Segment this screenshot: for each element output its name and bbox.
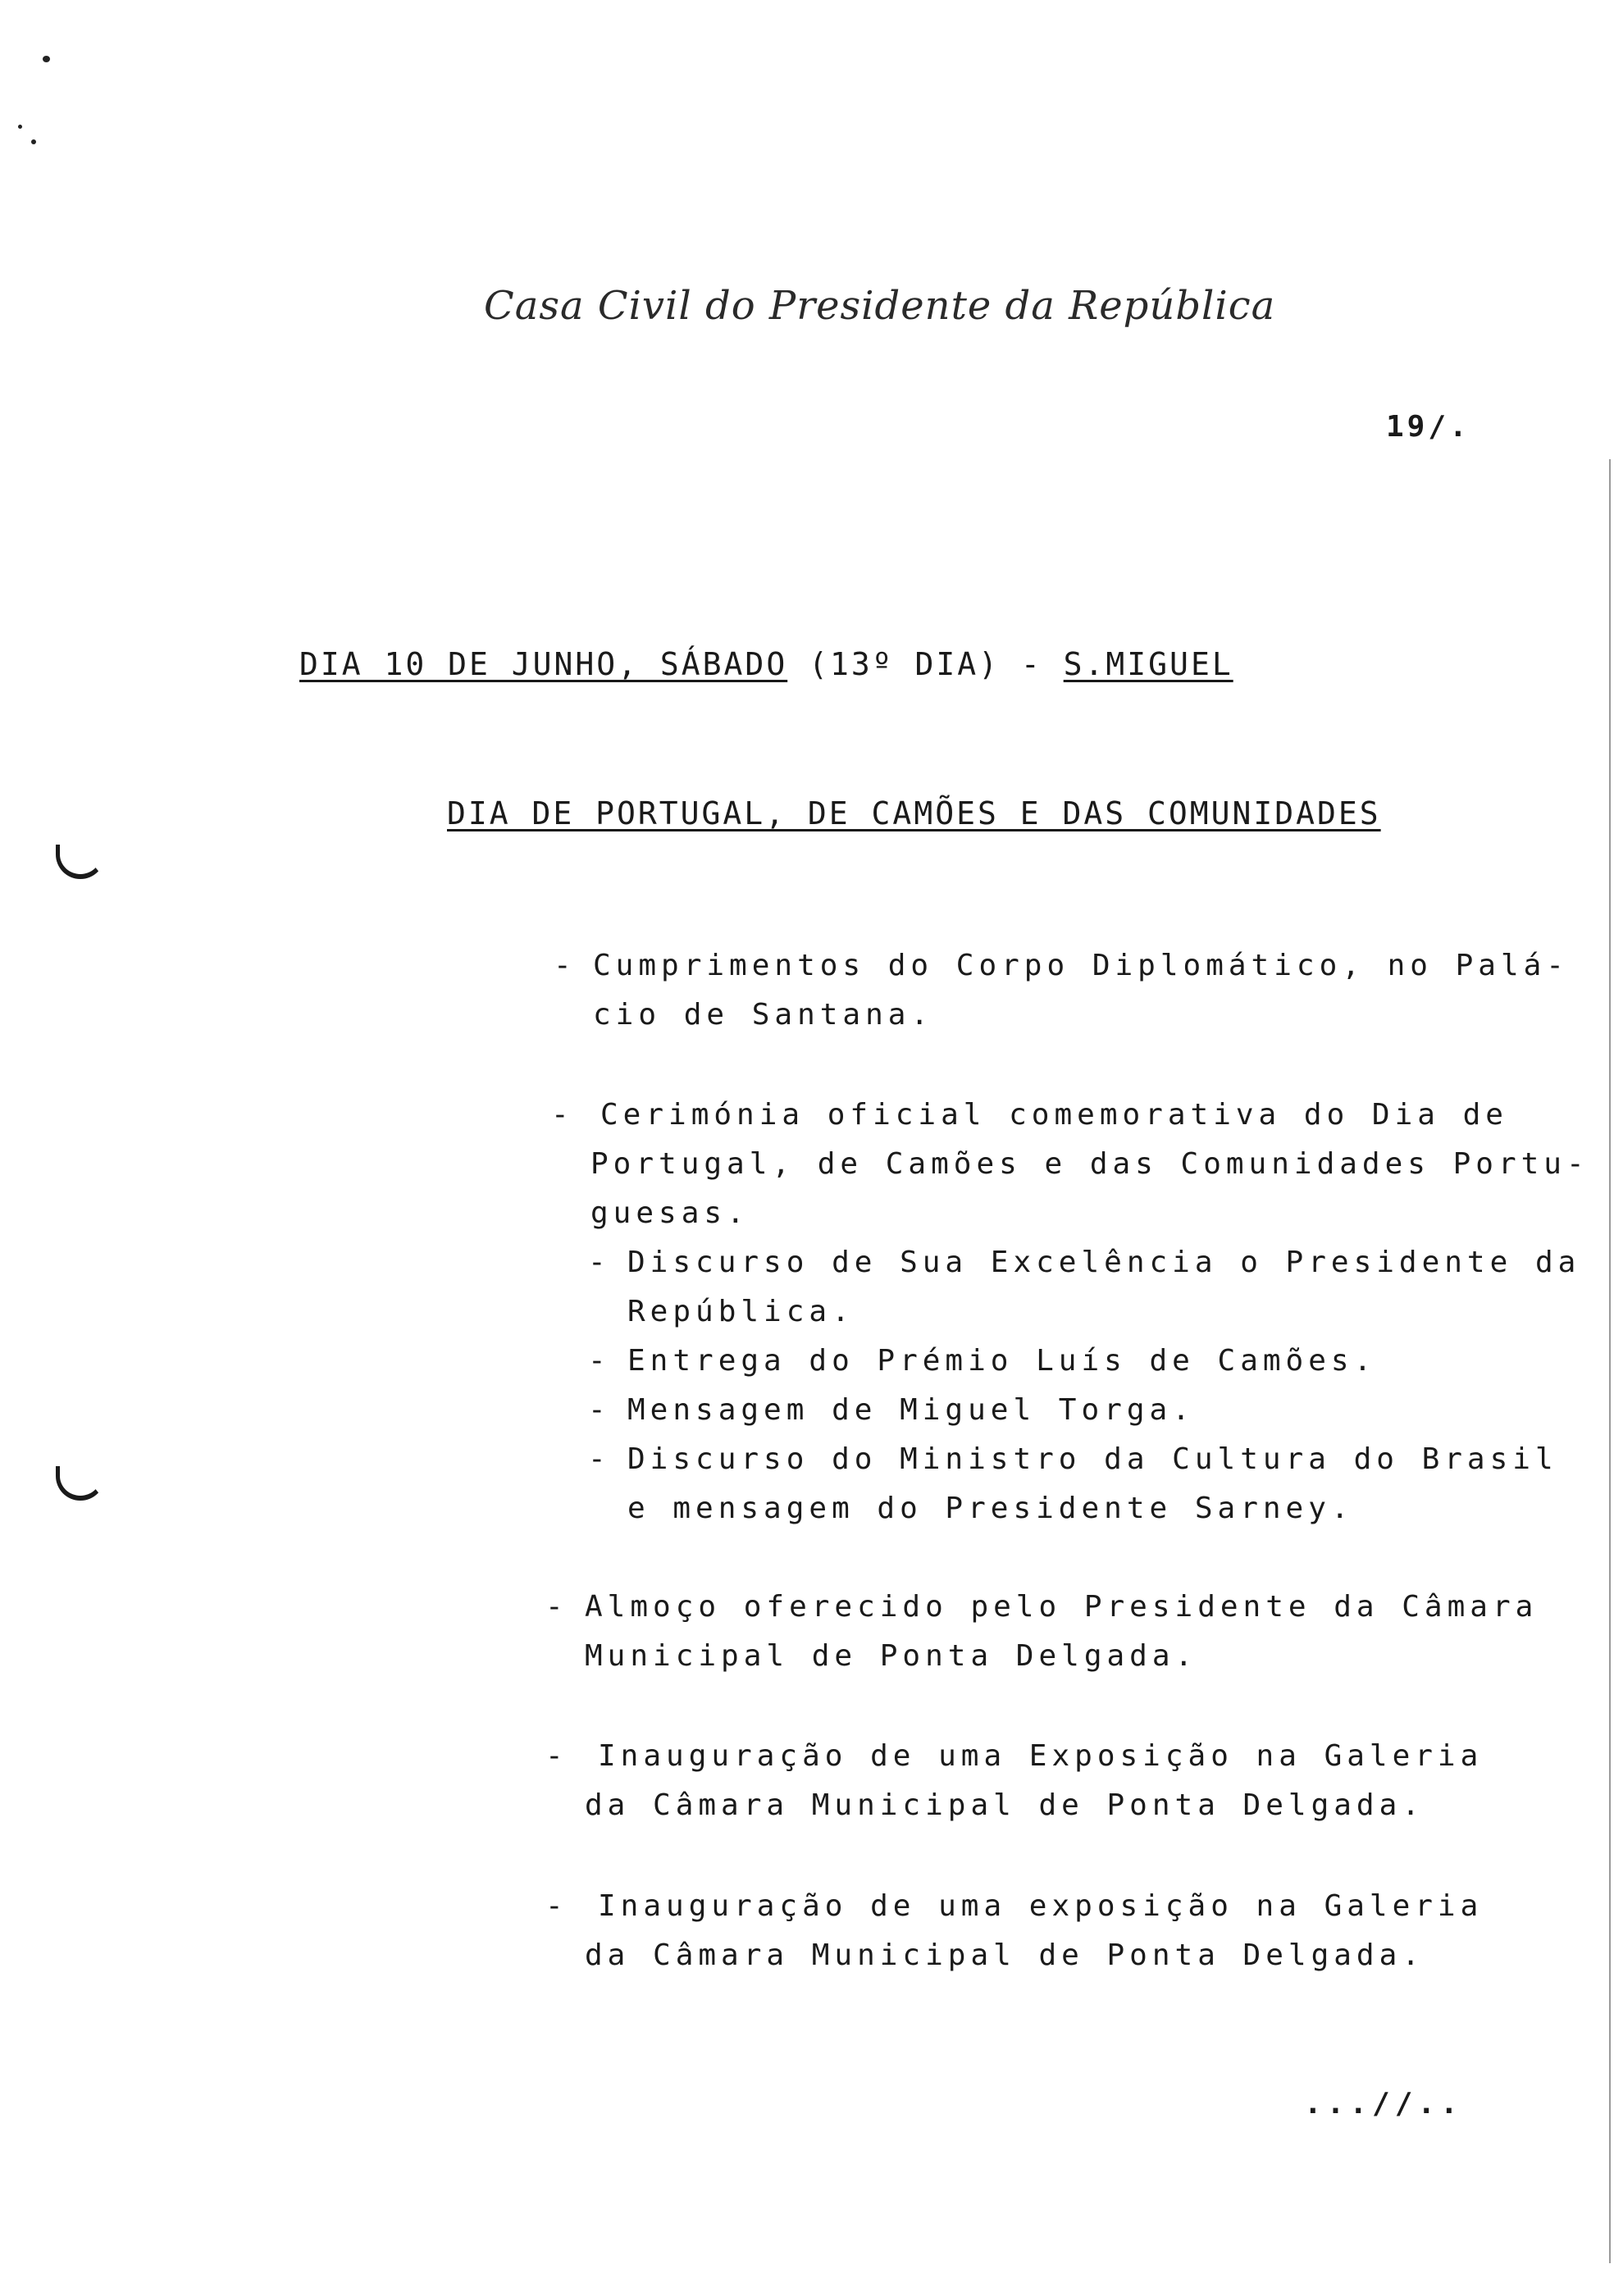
scan-speck bbox=[18, 125, 22, 129]
sub-list-item-line: Discurso do Ministro da Cultura do Brasil bbox=[627, 1442, 1558, 1476]
sub-list-item-line: Entrega do Prémio Luís de Camões. bbox=[627, 1344, 1377, 1378]
list-item-line: Cerimónia oficial comemorativa do Dia de bbox=[600, 1098, 1508, 1132]
list-item-dash: - bbox=[545, 1889, 568, 1923]
list-item bbox=[554, 941, 1569, 1040]
sub-heading: DIA DE PORTUGAL, DE CAMÕES E DAS COMUNIDADES bbox=[447, 795, 1381, 831]
punch-hole-mark bbox=[56, 845, 105, 879]
list-item-line: Inauguração de uma exposição na Galeria bbox=[598, 1889, 1484, 1923]
scan-edge-line bbox=[1609, 459, 1611, 2263]
day-heading-separator: - bbox=[1020, 646, 1042, 682]
sub-list-item-dash: - bbox=[588, 1246, 611, 1279]
day-heading-location: S.MIGUEL bbox=[1063, 646, 1233, 682]
list-item-dash: - bbox=[545, 1590, 568, 1624]
sub-list-item bbox=[588, 1238, 1581, 1337]
list-item-line: cio de Santana. bbox=[593, 998, 934, 1032]
list-item-dash: - bbox=[554, 949, 577, 982]
continuation-mark: ...//.. bbox=[1304, 2087, 1463, 2121]
sub-list-item-dash: - bbox=[588, 1442, 611, 1476]
sub-list-item-line: Discurso de Sua Excelência o Presidente da bbox=[627, 1246, 1581, 1279]
list-item-line: guesas. bbox=[590, 1196, 750, 1230]
sub-list-item bbox=[588, 1435, 1558, 1533]
day-heading-count: (13º DIA) bbox=[809, 646, 1000, 682]
day-heading bbox=[299, 646, 1233, 682]
page-number: 19/. bbox=[1386, 410, 1470, 444]
sub-list-item bbox=[588, 1386, 1195, 1435]
day-heading-date: DIA 10 DE JUNHO, SÁBADO bbox=[299, 646, 788, 682]
sub-list-item-dash: - bbox=[588, 1344, 611, 1378]
list-item bbox=[545, 1882, 1484, 1980]
list-item-line: Inauguração de uma Exposição na Galeria bbox=[598, 1739, 1484, 1773]
list-item-line: Almoço oferecido pelo Presidente da Câmara bbox=[585, 1590, 1539, 1624]
list-item-dash: - bbox=[545, 1739, 568, 1773]
list-item bbox=[545, 1583, 1539, 1681]
list-item bbox=[551, 1091, 1589, 1238]
list-item-line: Cumprimentos do Corpo Diplomático, no Palá- bbox=[593, 949, 1569, 982]
list-item-line: da Câmara Municipal de Ponta Delgada. bbox=[585, 1788, 1425, 1822]
list-item bbox=[545, 1732, 1484, 1830]
punch-hole-mark bbox=[56, 1466, 105, 1501]
scan-speck bbox=[31, 139, 36, 144]
letterhead: Casa Civil do Presidente da República bbox=[484, 283, 1276, 329]
list-item-line: da Câmara Municipal de Ponta Delgada. bbox=[585, 1938, 1425, 1972]
list-item-dash: - bbox=[551, 1098, 574, 1132]
sub-list-item-line: Mensagem de Miguel Torga. bbox=[627, 1393, 1195, 1427]
list-item-line: Portugal, de Camões e das Comunidades Portu- bbox=[590, 1147, 1589, 1181]
list-item-line: Municipal de Ponta Delgada. bbox=[585, 1639, 1198, 1673]
scan-speck bbox=[43, 56, 50, 62]
sub-list-item-line: e mensagem do Presidente Sarney. bbox=[627, 1492, 1354, 1525]
sub-list-item-line: República. bbox=[627, 1295, 855, 1328]
sub-list-item-dash: - bbox=[588, 1393, 611, 1427]
sub-list-item bbox=[588, 1337, 1377, 1386]
